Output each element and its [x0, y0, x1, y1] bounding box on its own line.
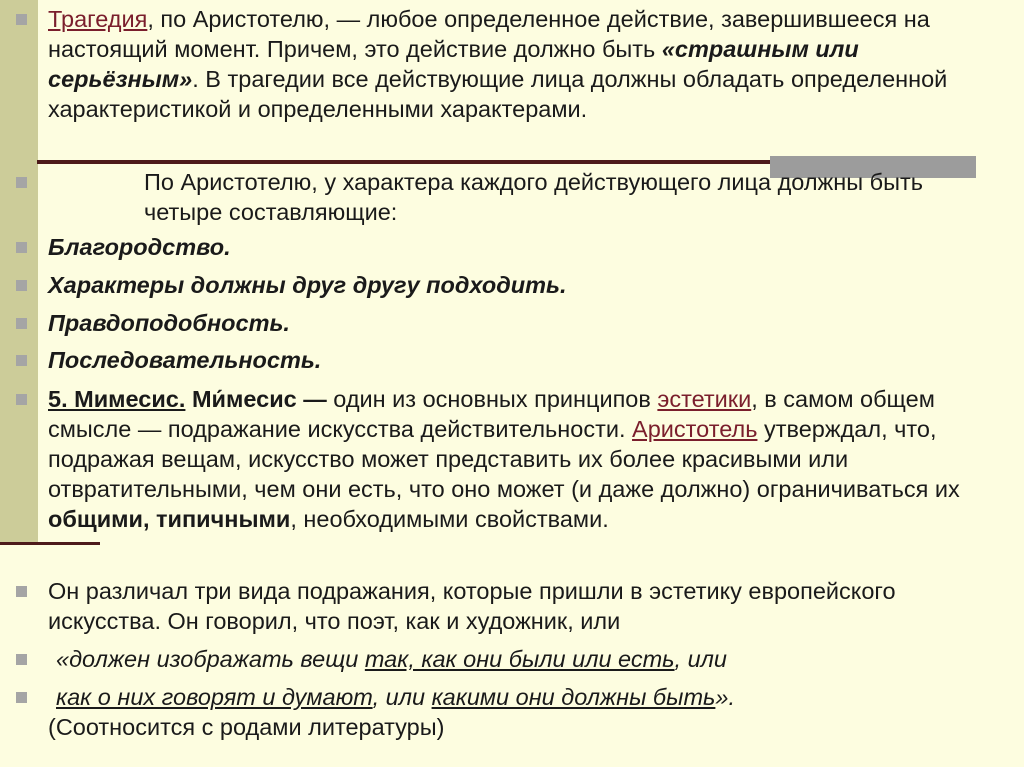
bullet-square-icon [16, 242, 27, 253]
paragraph-character: По Аристотелю, у характера каждого действующего лица должны быть четыре составляющие: [144, 169, 924, 225]
bullet-square-icon [16, 177, 27, 188]
paragraph-kinds: Он различал три вида подражания, которые пришли в эстетику европейского искусства. Он говорил, что поэт, как и художник, или [48, 578, 896, 634]
bullet-item-quote-2 [16, 682, 994, 742]
link-aesthetics[interactable]: эстетики [657, 386, 752, 412]
bullet-item-tragedy [16, 4, 994, 124]
text-segment: , или [372, 684, 432, 710]
text-segment: ». [715, 684, 735, 710]
text-segment: один из основных принципов [326, 386, 658, 412]
quote-2-note: (Соотносится с родами литературы) [48, 714, 445, 740]
bullet-square-icon [16, 355, 27, 366]
bullet-square-icon [16, 394, 27, 405]
paragraph-tragedy [48, 4, 994, 124]
emphasis-text: общими, типичными [48, 506, 291, 532]
mimesis-heading: 5. Мимесис. [48, 386, 186, 412]
paragraph-mimesis [48, 384, 994, 534]
underlined-text: как о них говорят и думают [56, 684, 373, 710]
emphasis-text: «страшным или серьёзным» [48, 36, 859, 92]
component-text: Характеры должны друг другу подходить. [48, 272, 567, 298]
divider-line-bottom [0, 542, 100, 545]
bullet-item-character [16, 167, 994, 227]
bullet-item-mimesis [16, 384, 994, 534]
component-text: Благородство. [48, 234, 231, 260]
text-segment: . В трагедии все действующие лица должны обладать определенной характеристикой и определенными характерами. [48, 66, 948, 122]
component-text: Последовательность. [48, 347, 322, 373]
bullet-item-kinds [16, 576, 994, 636]
mimesis-term: Ми́месис — [191, 386, 327, 412]
bullet-square-icon [16, 654, 27, 665]
quote-1 [48, 644, 994, 674]
link-tragedy[interactable]: Трагедия [48, 6, 148, 32]
text-segment: , или [674, 646, 727, 672]
bullet-square-icon [16, 586, 27, 597]
bullet-item-component [16, 345, 994, 375]
text-segment: , в самом общем смысле — подражание искусства действительности. [48, 386, 935, 442]
text-segment: утверждал, что, подражая вещам, искусство может представить их более красивыми или отвратительными, чем они есть, что оно может (и даже должно) ограничиваться их [48, 416, 960, 502]
bullet-item-component [16, 232, 994, 262]
underlined-text: какими они должны быть [431, 684, 716, 710]
bullet-item-quote-1 [16, 644, 994, 674]
text-segment: «должен изображать вещи [56, 646, 365, 672]
bullet-square-icon [16, 692, 27, 703]
text-segment: , необходимыми свойствами. [290, 506, 609, 532]
component-text: Правдоподобность. [48, 310, 290, 336]
bullet-item-component [16, 308, 994, 338]
quote-2-line [48, 682, 994, 712]
bullet-square-icon [16, 318, 27, 329]
bullet-item-component [16, 270, 994, 300]
bullet-square-icon [16, 14, 27, 25]
link-aristotle[interactable]: Аристотель [632, 416, 758, 442]
text-segment: , по Аристотелю, — любое определенное действие, завершившееся на настоящий момент. Причем, это действие должно быть [48, 6, 930, 62]
bullet-square-icon [16, 280, 27, 291]
underlined-text: так, как они были или есть [364, 646, 675, 672]
quote-2 [48, 682, 994, 742]
